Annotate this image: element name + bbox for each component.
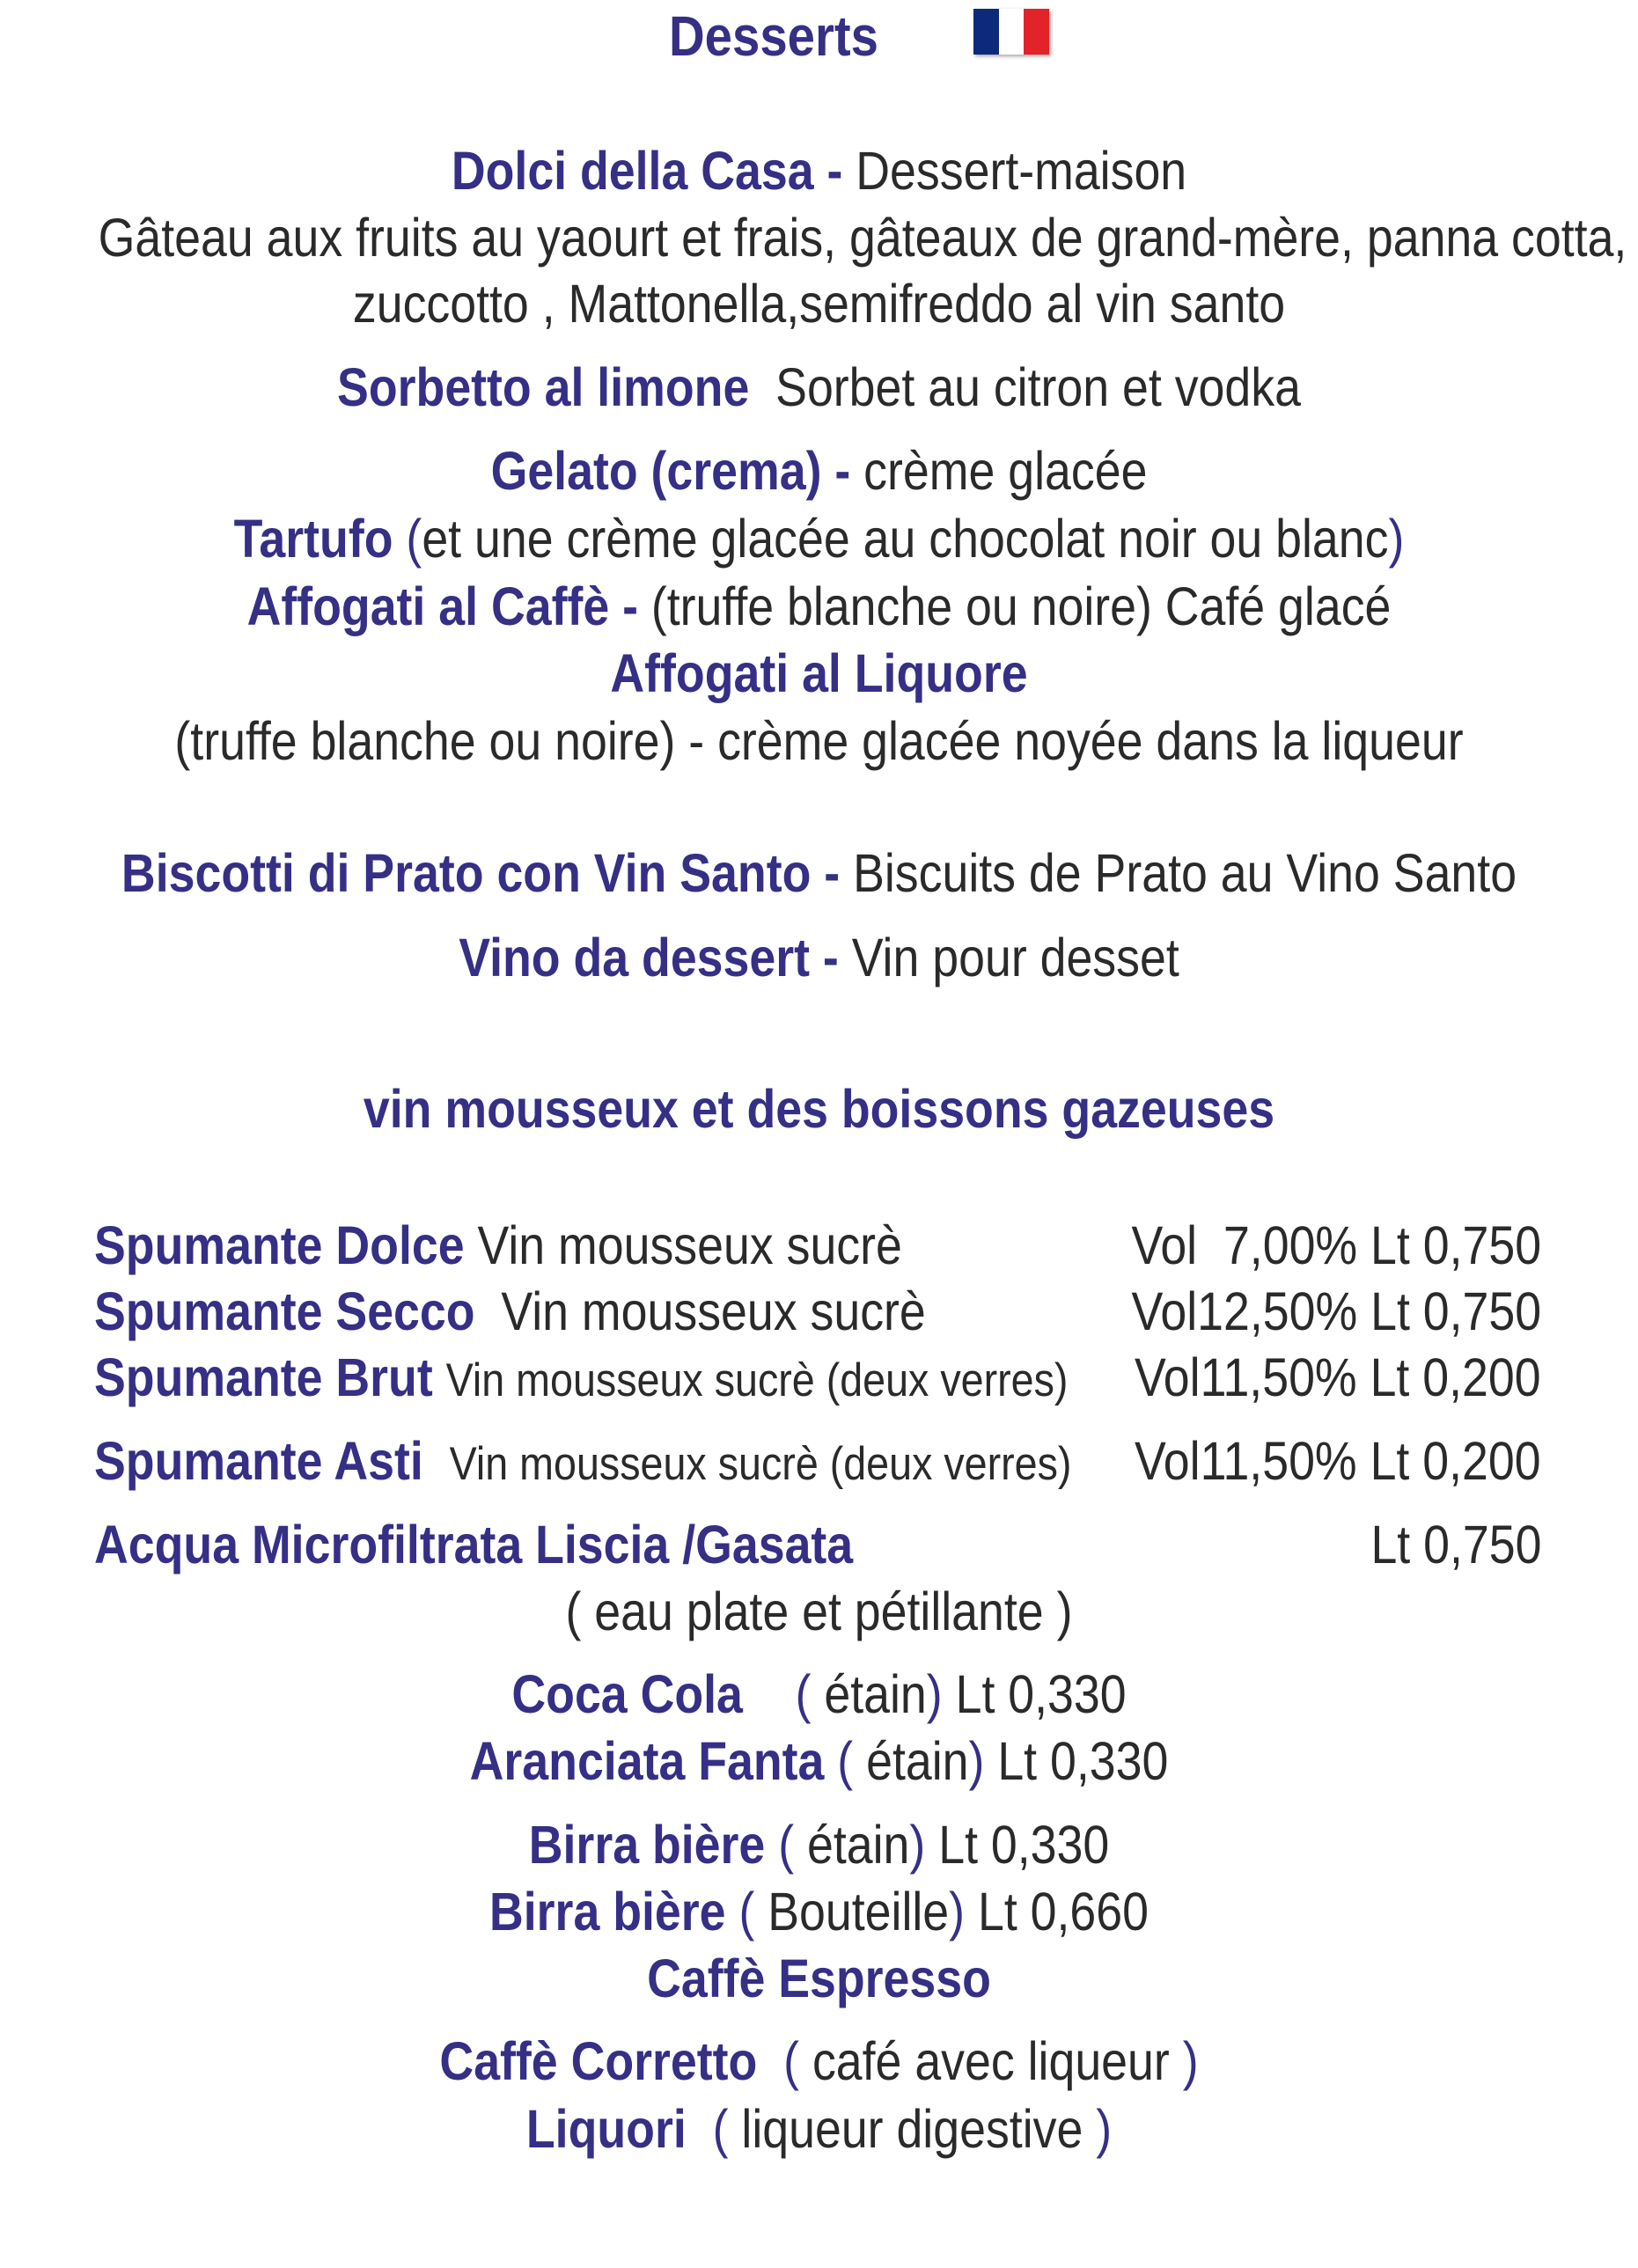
affogati-caffe-desc: (truffe blanche ou noire) Café glacé: [650, 576, 1392, 636]
sorbetto-name: Sorbetto al limone: [337, 357, 750, 417]
dolci-item: [99, 141, 1540, 201]
birra-open-paren: (: [778, 1815, 795, 1875]
spumante-desc: Vin mousseux sucrè (deux verres): [449, 1438, 1072, 1490]
coca-spec: Lt 0,330: [955, 1664, 1127, 1724]
acqua-desc: ( eau plate et pétillante ): [565, 1582, 1073, 1641]
flag-red-stripe: [1024, 9, 1049, 55]
flag-blue-stripe: [973, 9, 999, 55]
coca-open-paren: (: [795, 1664, 812, 1724]
spumante-name: Spumante Dolce: [94, 1215, 465, 1275]
spumante-desc: Vin mousseux sucrè: [477, 1215, 902, 1275]
birra-spec: Lt 0,660: [977, 1882, 1150, 1941]
birra-desc: Bouteille: [754, 1882, 950, 1941]
birra-item: [99, 1882, 1540, 1941]
birra-name: Birra bière: [528, 1815, 766, 1875]
affogati-liquore-desc: (truffe blanche ou noire) - crème glacée noyée dans la liqueur: [174, 711, 1464, 771]
spumante-spec: Vol11,50% Lt 0,200: [1135, 1347, 1541, 1407]
coca-close-paren: ): [926, 1664, 943, 1724]
liquori-name: Liquori: [525, 2099, 687, 2159]
gelato-name: Gelato (crema) -: [490, 441, 851, 501]
spumante-spec: Vol 7,00% Lt 0,750: [1131, 1215, 1541, 1275]
fanta-close-paren: ): [968, 1731, 985, 1791]
coca-item: [99, 1664, 1540, 1724]
dolci-line-3: zuccotto , Mattonella,semifreddo al vin santo: [352, 274, 1286, 334]
tartufo-close-paren: ): [1388, 509, 1405, 569]
fanta-spec: Lt 0,330: [997, 1731, 1169, 1791]
birra-name: Birra bière: [488, 1882, 726, 1941]
biscotti-name: Biscotti di Prato con Vin Santo -: [121, 843, 841, 903]
acqua-spec: Lt 0,750: [1370, 1515, 1541, 1574]
spumante-name: Spumante Asti: [94, 1431, 423, 1491]
fanta-name: Aranciata Fanta: [469, 1731, 825, 1791]
spumante-desc: Vin mousseux sucrè: [501, 1281, 926, 1341]
biscotti-desc: Biscuits de Prato au Vino Santo: [853, 843, 1517, 903]
liquori-close-paren: ): [1096, 2099, 1113, 2159]
spumante-name: Spumante Brut: [94, 1347, 433, 1407]
gelato-item: [99, 441, 1540, 501]
birra-open-paren: (: [738, 1882, 755, 1941]
tartufo-open-paren: (: [406, 509, 422, 569]
corretto-close-paren: ): [1182, 2031, 1199, 2091]
spumante-row: [94, 1347, 1069, 1407]
spumante-spec: Vol11,50% Lt 0,200: [1135, 1431, 1541, 1491]
affogati-liquore-name: Affogati al Liquore: [610, 643, 1028, 703]
fanta-open-paren: (: [837, 1731, 854, 1791]
coca-name: Coca Cola: [511, 1664, 743, 1724]
sorbetto-desc: Sorbet au citron et vodka: [775, 357, 1301, 417]
liquori-item: [99, 2099, 1540, 2159]
drinks-section-title: vin mousseux et des boissons gazeuses: [363, 1079, 1275, 1139]
spumante-desc: Vin mousseux sucrè (deux verres): [445, 1354, 1069, 1406]
flag-white-stripe: [999, 9, 1025, 55]
affogati-caffe-item: [99, 576, 1540, 636]
biscotti-item: [99, 843, 1540, 903]
spumante-row: [94, 1215, 902, 1275]
corretto-desc: café avec liqueur: [799, 2031, 1183, 2091]
page-title: Desserts: [669, 4, 878, 68]
spumante-row: [94, 1281, 926, 1341]
dolci-line-2: Gâteau aux fruits au yaourt et frais, gâteaux de grand-mère, panna cotta,: [98, 208, 1627, 268]
tartufo-name: Tartufo: [233, 509, 393, 569]
dolci-name: Dolci della Casa -: [451, 141, 843, 201]
vino-item: [99, 928, 1540, 987]
espresso-name: Caffè Espresso: [647, 1949, 991, 2008]
dolci-desc: Dessert-maison: [856, 141, 1187, 201]
spumante-row: [94, 1431, 1072, 1491]
fanta-desc: étain: [853, 1731, 969, 1791]
gelato-desc: crème glacée: [863, 441, 1148, 501]
corretto-open-paren: (: [783, 2031, 800, 2091]
acqua-name: Acqua Microfiltrata Liscia /Gasata: [94, 1515, 854, 1574]
french-flag-icon: [973, 9, 1049, 55]
vino-desc: Vin pour desset: [851, 928, 1179, 987]
spumante-spec: Vol12,50% Lt 0,750: [1131, 1281, 1541, 1341]
tartufo-desc: et une crème glacée au chocolat noir ou blanc: [422, 509, 1389, 569]
liquori-open-paren: (: [712, 2099, 729, 2159]
birra-spec: Lt 0,330: [938, 1815, 1110, 1875]
birra-close-paren: ): [949, 1882, 966, 1941]
fanta-item: [99, 1731, 1540, 1791]
corretto-item: [99, 2031, 1540, 2091]
corretto-name: Caffè Corretto: [439, 2031, 758, 2091]
liquori-desc: liqueur digestive: [728, 2099, 1097, 2159]
affogati-caffe-name: Affogati al Caffè -: [246, 576, 638, 636]
sorbetto-item: [99, 357, 1540, 417]
birra-close-paren: ): [909, 1815, 926, 1875]
spumante-name: Spumante Secco: [94, 1281, 475, 1341]
birra-desc: étain: [794, 1815, 910, 1875]
tartufo-item: [99, 509, 1540, 569]
vino-name: Vino da dessert -: [459, 928, 839, 987]
birra-item: [99, 1815, 1540, 1875]
coca-desc: étain: [811, 1664, 927, 1724]
